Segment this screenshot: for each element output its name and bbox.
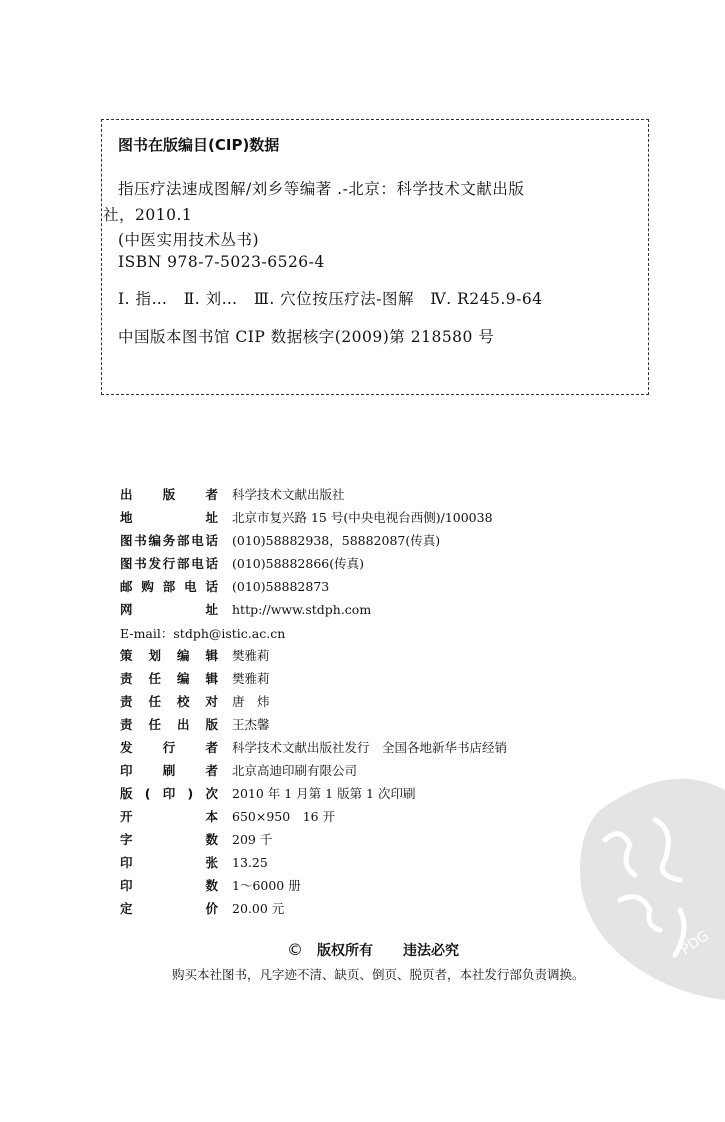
info-label: 责任出版	[120, 717, 218, 732]
website-link[interactable]: http://www.stdph.com	[232, 601, 372, 617]
info-row-price	[120, 898, 284, 918]
info-row-responsible-editor	[120, 668, 270, 688]
info-value: 209 千	[232, 832, 273, 847]
info-label: 网址	[120, 602, 218, 617]
info-value: 650×950 16 开	[232, 809, 336, 824]
cip-isbn: ISBN 978-7-5023-6526-4	[118, 253, 325, 271]
info-label: 版(印)次	[120, 786, 218, 801]
cip-title: 图书在版编目(CIP)数据	[118, 136, 280, 154]
info-value: 樊雅莉	[232, 648, 270, 663]
info-row-publisher	[120, 484, 345, 504]
info-label: 发行者	[120, 740, 218, 755]
info-label: 策划编辑	[120, 648, 218, 663]
info-row-printer	[120, 760, 357, 780]
info-row-website	[120, 599, 371, 619]
copyright-notice	[287, 940, 459, 960]
info-row-sheets	[120, 852, 268, 872]
info-label: 地址	[120, 510, 218, 525]
info-row-format	[120, 806, 335, 826]
info-row-edition	[120, 783, 415, 803]
info-row-address	[120, 507, 493, 527]
info-value: 科学技术文献出版社发行 全国各地新华书店经销	[232, 740, 508, 755]
info-label: 字数	[120, 832, 218, 847]
info-value: 1～6000 册	[232, 878, 301, 893]
cip-bibliographic-line-cont: 社，2010.1	[103, 206, 193, 224]
cip-bibliographic-line: 指压疗法速成图解/刘乡等编著 .-北京：科学技术文献出版	[118, 180, 525, 198]
info-row-mail-order-phone	[120, 576, 329, 596]
info-row-editorial-phone	[120, 530, 440, 550]
info-row-proofreader	[120, 691, 270, 711]
info-label: 印张	[120, 855, 218, 870]
info-label: 开本	[120, 809, 218, 824]
info-row-print-run	[120, 875, 301, 895]
rights-reserved: 版权所有	[317, 943, 373, 959]
info-label: 责任校对	[120, 694, 218, 709]
infringement-warning: 违法必究	[403, 943, 459, 959]
info-row-word-count	[120, 829, 272, 849]
info-label: 图书发行部电话	[120, 556, 218, 571]
info-value: 王杰馨	[232, 717, 270, 732]
info-label: 责任编辑	[120, 671, 218, 686]
info-row-production	[120, 714, 270, 734]
info-label: 定价	[120, 901, 218, 916]
info-label: 印刷者	[120, 763, 218, 778]
info-value: (010)58882866(传真)	[232, 556, 364, 571]
info-row-distribution-phone	[120, 553, 364, 573]
info-value: (010)58882938，58882087(传真)	[232, 533, 441, 548]
cip-verification: 中国版本图书馆 CIP 数据核字(2009)第 218580 号	[118, 328, 495, 346]
info-label: 出版者	[120, 487, 218, 502]
cip-series: (中医实用技术丛书)	[118, 231, 260, 249]
info-label: 邮购部电话	[120, 579, 218, 594]
info-row-planning-editor	[120, 645, 270, 665]
info-value: 北京市复兴路 15 号(中央电视台西侧)/100038	[232, 510, 493, 525]
email-address[interactable]: E-mail：stdph@istic.ac.cn	[120, 626, 286, 641]
info-row-distributor	[120, 737, 507, 757]
copyright-symbol: ©	[287, 940, 303, 959]
defect-exchange-note: 购买本社图书，凡字迹不清、缺页、倒页、脱页者，本社发行部负责调换。	[172, 967, 585, 982]
pdg-watermark-seal	[560, 770, 725, 1000]
info-label: 印数	[120, 878, 218, 893]
cip-classification: Ⅰ. 指… Ⅱ. 刘… Ⅲ. 穴位按压疗法-图解 Ⅳ. R245.9-64	[118, 290, 543, 308]
info-value: 樊雅莉	[232, 671, 270, 686]
info-value: 2010 年 1 月第 1 版第 1 次印刷	[232, 786, 416, 801]
info-value: 科学技术文献出版社	[232, 487, 345, 502]
info-value: 13.25	[232, 854, 268, 870]
info-value: (010)58882873	[232, 578, 330, 594]
watermark-text: PDG	[678, 927, 712, 959]
info-value: 20.00 元	[232, 901, 285, 916]
info-value: 唐 炜	[232, 694, 270, 709]
info-value: 北京高迪印刷有限公司	[232, 763, 358, 778]
info-label: 图书编务部电话	[120, 533, 218, 548]
